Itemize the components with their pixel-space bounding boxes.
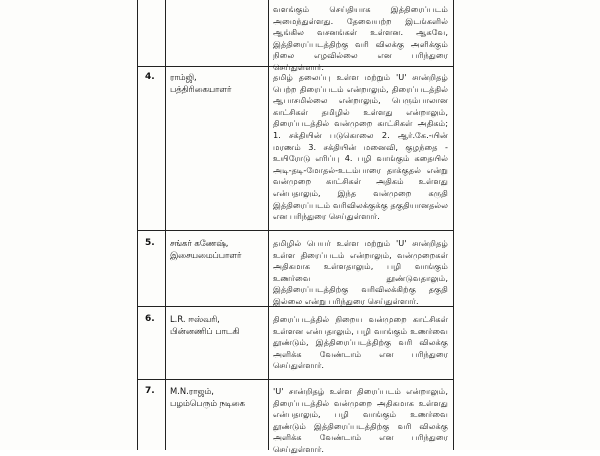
row-number: 6. — [145, 314, 155, 324]
row-number: 7. — [145, 386, 155, 396]
member-role: பின்னணிப் பாடகி — [170, 326, 240, 336]
row-divider-2 — [137, 230, 454, 231]
member-role: இசையமைப்பாளர் — [170, 250, 242, 260]
member-name: L.R. ஈஸ்வரி, — [170, 314, 220, 324]
recommendation-text: திரைப்படத்தில் நிறைய வன்முறை காட்சிகள் உள்ளன என்பதாலும், பழி வாங்கும் உணர்வை தூண்டும், இத்திரைப்படத்திற்கு வரி விலக்கு அளிக்க வேண்டாம் என பரிந்துரை செய்துள்ளார். — [273, 314, 448, 371]
table-left-border — [137, 0, 138, 450]
column-divider-1 — [165, 0, 166, 450]
recommendation-text: தமிழில் பெயர் உள்ள மற்றும் 'U' சான்றிதழ் உள்ள திரைப்படம் என்றாலும், வன்முறைகள் அதிகமாக உள்ளதாலும், பழி வாங்கும் உணர்வை தூண்டுவதாலும், இத்திரைப்படத்திற்கு வரிவிலக்கிற்கு தகுதி இல்லை என்று பரிந்துரை செய்துள்ளார். — [273, 238, 448, 306]
column-divider-2 — [268, 0, 269, 450]
table-right-border — [453, 0, 454, 450]
member-name: M.N.ராஜம், — [170, 386, 214, 396]
member-name: ராம்ஜி, — [170, 72, 197, 82]
recommendation-text: 'U' சான்றிதழ் உள்ள திரைப்படம் என்றாலும், திரைப்படத்தில் வன்முறை அதிகமாக உள்ளது என்பதாலும், பழி வாங்கும் உணர்வை தூண்டும் இத்திரைப்படத்திற்கு வரி விலக்கு அளிக்க வேண்டாம் என பரிந்துரை செய்துள்ளார். — [273, 386, 448, 454]
member-name: சங்கர் கணேஷ், — [170, 238, 229, 248]
row-divider-4 — [137, 379, 454, 380]
member-role: பழம்பெரும் நடிகை — [170, 398, 245, 408]
row-number: 4. — [145, 72, 155, 82]
row-continuation-text: வளங்கும் செய்தியாக இத்திரைப்படம் அமைந்துள்ளது. தேவையற்ற இடங்களில் ஆங்கில வசனங்கள் உள்ளன. ஆகவே, இத்திரைப்படத்திற்கு வரி விலக்கு அளிக்கும் நிலை எழவில்லை என பரிந்துரை செய்துள்ளார். — [273, 4, 448, 72]
member-role: பத்திரிகையாளர் — [170, 84, 232, 94]
recommendation-text: தமிழ் தலைப்பு உள்ள மற்றும் 'U' சான்றிதழ் பெற்ற திரைப்படம் என்றாலும், திரைப்படத்தில் ஆபாசமில்லை என்றாலும், பெரும்பாலான காட்சிகள் தமிழில் உள்ளது என்றாலும், திரைப்படத்தில் வன்முறை காட்சிகள் அதிகம்; 1. சக்தியின் படுகொலை 2. ஆர்.கே.-யின் மரணம் 3. சக்தியின் மனைவி, குழந்தை - உயிரோடு எரிப்பு 4. பழி வாங்கும் கதையில் அடி-தடி-மோதல்-உடம்பாரை தாக்குதல் என்று வன்முறை காட்சிகள் அதிகம் உள்ளது என்பதாலும், இந்த வன்முறை கருதி இத்திரைப்படம் வரிவிலக்குக்கு தகுதியானதல்ல என பரிந்துரை செய்துள்ளார். — [273, 72, 448, 222]
row-number: 5. — [145, 238, 155, 248]
